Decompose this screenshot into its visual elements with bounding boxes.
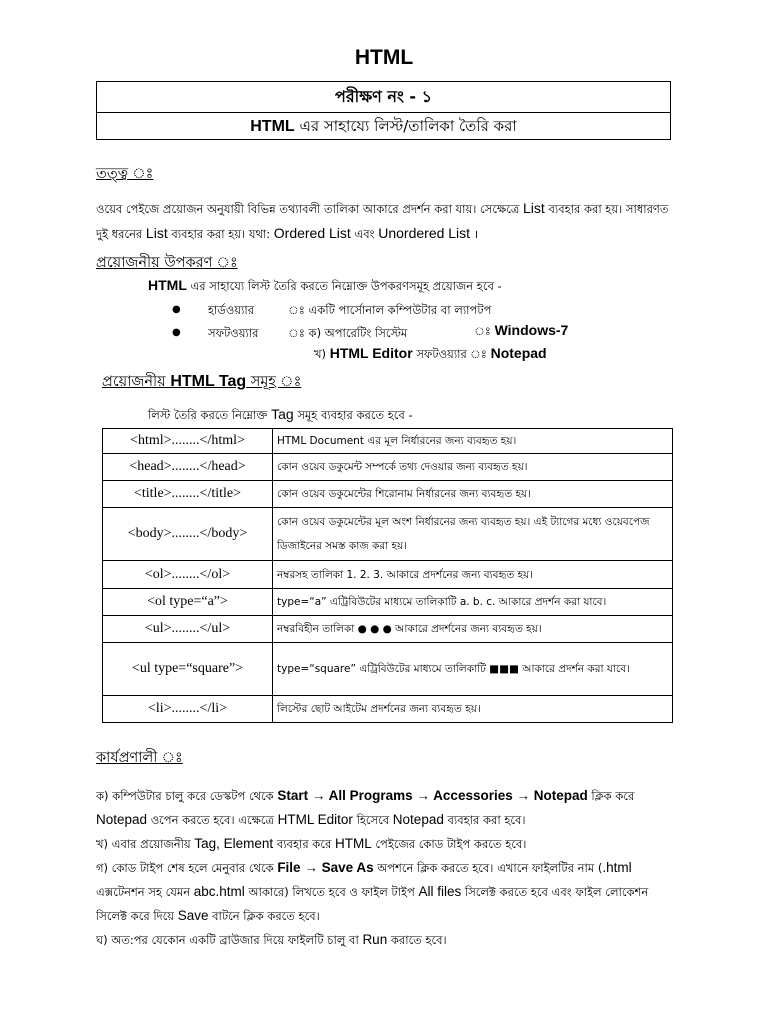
- theory-paragraph: ওয়েব পেইজে প্রয়োজন অনুযায়ী বিভিন্ন তথ্যাবলী তালিকা আকারে প্রদর্শন করা যায়। সেক্ষেত্রে List ব্যবহার করা হয়। সাধারণত দুই ধরনের List ব্যবহার করা হয়। যথা: Ordered List এবং Unordered List ।: [96, 200, 669, 241]
- tag-cell: <ol type=“a”>: [103, 589, 273, 616]
- tags-table: [102, 428, 673, 723]
- table-row: [103, 508, 673, 561]
- procedure-step-1: ক) কম্পিউটার চালু করে ডেস্কটপ থেকে Start → All Programs → Accessories → Notepad ক্লিক করে Notepad ওপেন করতে হবে। এক্ষেত্রে HTML Editor হিসেবে Notepad ব্যবহার করা হবে।: [96, 788, 635, 827]
- software-editor: খ) HTML Editor সফটওয়্যার Notepad: [314, 345, 547, 361]
- procedure-steps: [96, 784, 674, 952]
- table-row: [103, 429, 673, 454]
- tags-intro: লিস্ট তৈরি করতে নিম্নোক্ত Tag সমূহ ব্যবহার করতে হবে -: [148, 406, 413, 422]
- os-name: ঃ Windows-7: [474, 322, 569, 338]
- equipment-intro: HTML এর সাহায্যে লিস্ট তৈরি করতে নিম্নোক্ত উপকরণসমূহ প্রয়োজন হবে -: [148, 277, 502, 293]
- table-row: [103, 643, 673, 696]
- desc-cell: type=“a” এট্রিবিউটের মাধ্যমে তালিকাটি a. b. c. আকারে প্রদর্শন করা যাবে।: [273, 589, 673, 616]
- table-row: [103, 589, 673, 616]
- page-title: HTML: [354, 46, 414, 69]
- tag-cell: <ul>........</ul>: [103, 616, 273, 643]
- tag-cell: <html>........</html>: [103, 429, 273, 454]
- bullet-icon: ●: [172, 304, 181, 315]
- experiment-title: [97, 113, 670, 140]
- tag-cell: <ul type=“square”>: [103, 643, 273, 696]
- desc-cell: নম্বরসহ তালিকা 1. 2. 3. আকারে প্রদর্শনের জন্য ব্যবহৃত হয়।: [273, 561, 673, 589]
- software-label: সফটওয়্যার: [208, 326, 259, 340]
- desc-cell: নম্বরবিহীন তালিকা ● ● ● আকারে প্রদর্শনের জন্য ব্যবহৃত হয়।: [273, 616, 673, 643]
- table-row: [103, 454, 673, 481]
- tags-heading: প্রয়োজনীয় HTML Tag সমূহ ঃ: [102, 373, 302, 390]
- experiment-title-text: এর সাহায্যে লিস্ট/তালিকা তৈরি করা: [299, 117, 517, 135]
- experiment-number: পরীক্ষণ নং - ১: [97, 82, 670, 113]
- software-os: ঃ ক) অপারেটিং সিস্টেম: [288, 326, 408, 340]
- desc-cell: কোন ওয়েব ডকুমেন্ট সম্পর্কে তথ্য দেওয়ার জন্য ব্যবহৃত হয়।: [273, 454, 673, 481]
- tag-cell: <title>........</title>: [103, 481, 273, 508]
- experiment-title-html: HTML: [250, 118, 295, 135]
- procedure-step-3: গ) কোড টাইপ শেষ হলে মেনুবার থেকে File → Save As অপশনে ক্লিক করতে হবে। এখানে ফাইলটির নাম (.html এক্সটেনশন সহ যেমন abc.html আকারে) লিখতে হবে ও ফাইল টাইপ All files সিলেক্ট করতে হবে এবং ফাইল লোকেশন সিলেক্ট করে দিয়ে Save বাটনে ক্লিক করতে হবে।: [96, 860, 649, 923]
- bullet-icon: ●: [172, 327, 181, 338]
- desc-cell: type=“square” এট্রিবিউটের মাধ্যমে তালিকাটি ■■■ আকারে প্রদর্শন করা যাবে।: [273, 643, 673, 696]
- table-row: [103, 616, 673, 643]
- desc-cell: কোন ওয়েব ডকুমেন্টের মূল অংশ নির্ধারনের জন্য ব্যবহৃত হয়। এই ট্যাগের মধ্যে ওয়েবপেজ ডিজাইনের সমস্ত কাজ করা হয়।: [273, 508, 673, 561]
- equipment-heading: প্রয়োজনীয় উপকরণ ঃ: [96, 255, 238, 271]
- desc-cell: লিস্টের ছোট আইটেম প্রদর্শনের জন্য ব্যবহৃত হয়।: [273, 696, 673, 723]
- experiment-header-box: [96, 81, 671, 140]
- procedure-heading: কার্যপ্রণালী ঃ: [96, 750, 183, 766]
- procedure-step-2: খ) এবার প্রয়োজনীয় Tag, Element ব্যবহার করে HTML পেইজের কোড টাইপ করতে হবে।: [96, 836, 527, 851]
- table-row: [103, 481, 673, 508]
- tag-cell: <ol>........</ol>: [103, 561, 273, 589]
- desc-cell: HTML Document এর মূল নির্ধারনের জন্য ব্যবহৃত হয়।: [273, 429, 673, 454]
- table-row: [103, 561, 673, 589]
- hardware-value: ঃ একটি পার্সোনাল কম্পিউটার বা ল্যাপটপ: [288, 303, 492, 317]
- desc-cell: কোন ওয়েব ডকুমেন্টের শিরোনাম নির্ধারনের জন্য ব্যবহৃত হয়।: [273, 481, 673, 508]
- tag-cell: <li>........</li>: [103, 696, 273, 723]
- procedure-step-4: ঘ) অত:পর যেকোন একটি ব্রাউজার দিয়ে ফাইলটি চালু বা Run করাতে হবে।: [96, 932, 447, 947]
- table-row: [103, 696, 673, 723]
- theory-heading: তত্ত্ব ঃ: [96, 166, 154, 182]
- tag-cell: <body>........</body>: [103, 508, 273, 561]
- hardware-label: হার্ডওয়্যার: [208, 303, 255, 317]
- tag-cell: <head>........</head>: [103, 454, 273, 481]
